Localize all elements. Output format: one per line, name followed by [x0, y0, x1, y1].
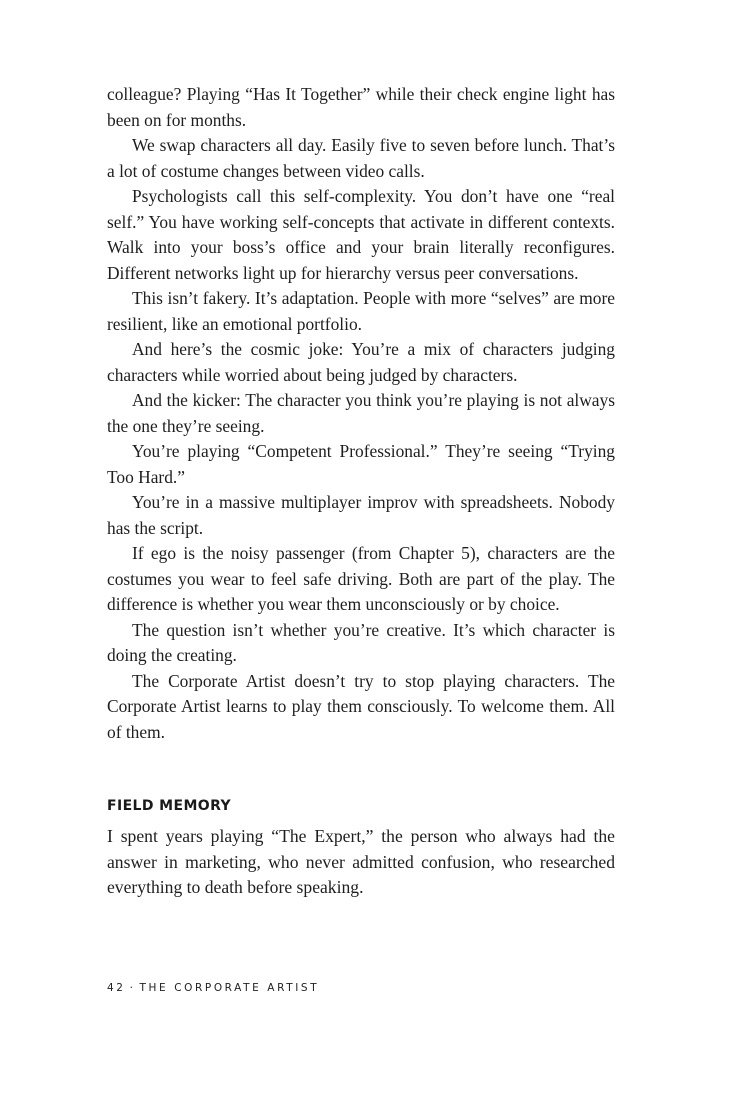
paragraph: And the kicker: The character you think you’re playing is not always the one they’re seeing. — [107, 390, 615, 436]
book-page — [107, 82, 615, 901]
paragraph: You’re in a massive multiplayer improv with spreadsheets. Nobody has the script. — [107, 492, 615, 538]
paragraph: Psychologists call this self-complexity. You don’t have one “real self.” You have working self-concepts that activate in different contexts. Walk into your boss’s office and your brain literally reconfigures. Different networks light up for hierarchy versus peer conversations. — [107, 186, 615, 283]
paragraph: This isn’t fakery. It’s adaptation. People with more “selves” are more resilient, like an emotional portfolio. — [107, 288, 615, 334]
paragraph: The question isn’t whether you’re creative. It’s which character is doing the creating. — [107, 619, 615, 665]
paragraph: If ego is the noisy passenger (from Chapter 5), characters are the costumes you wear to feel safe driving. Both are part of the play. The difference is whether you wear them unconsciously or by choice. — [107, 543, 615, 614]
paragraph: You’re playing “Competent Professional.” They’re seeing “Trying Too Hard.” — [107, 441, 615, 487]
paragraph: The Corporate Artist doesn’t try to stop playing characters. The Corporate Artist learns to play them consciously. To welcome them. All of them. — [107, 670, 615, 742]
footer-separator: · — [129, 982, 136, 994]
field-memory-text: I spent years playing “The Expert,” the person who always had the answer in marketing, who never admitted confusion, who researched everything to death before speaking. — [107, 826, 615, 897]
paragraph: colleague? Playing “Has It Together” while their check engine light has been on for months. — [107, 84, 615, 130]
page-footer — [107, 982, 319, 994]
page-number: 42 — [107, 982, 126, 994]
body-text — [107, 82, 615, 745]
paragraph: And here’s the cosmic joke: You’re a mix of characters judging characters while worried about being judged by characters. — [107, 339, 615, 385]
paragraph: We swap characters all day. Easily five to seven before lunch. That’s a lot of costume changes between video calls. — [107, 135, 615, 181]
running-title: THE CORPORATE ARTIST — [139, 982, 320, 994]
section-heading: FIELD MEMORY — [107, 798, 232, 814]
